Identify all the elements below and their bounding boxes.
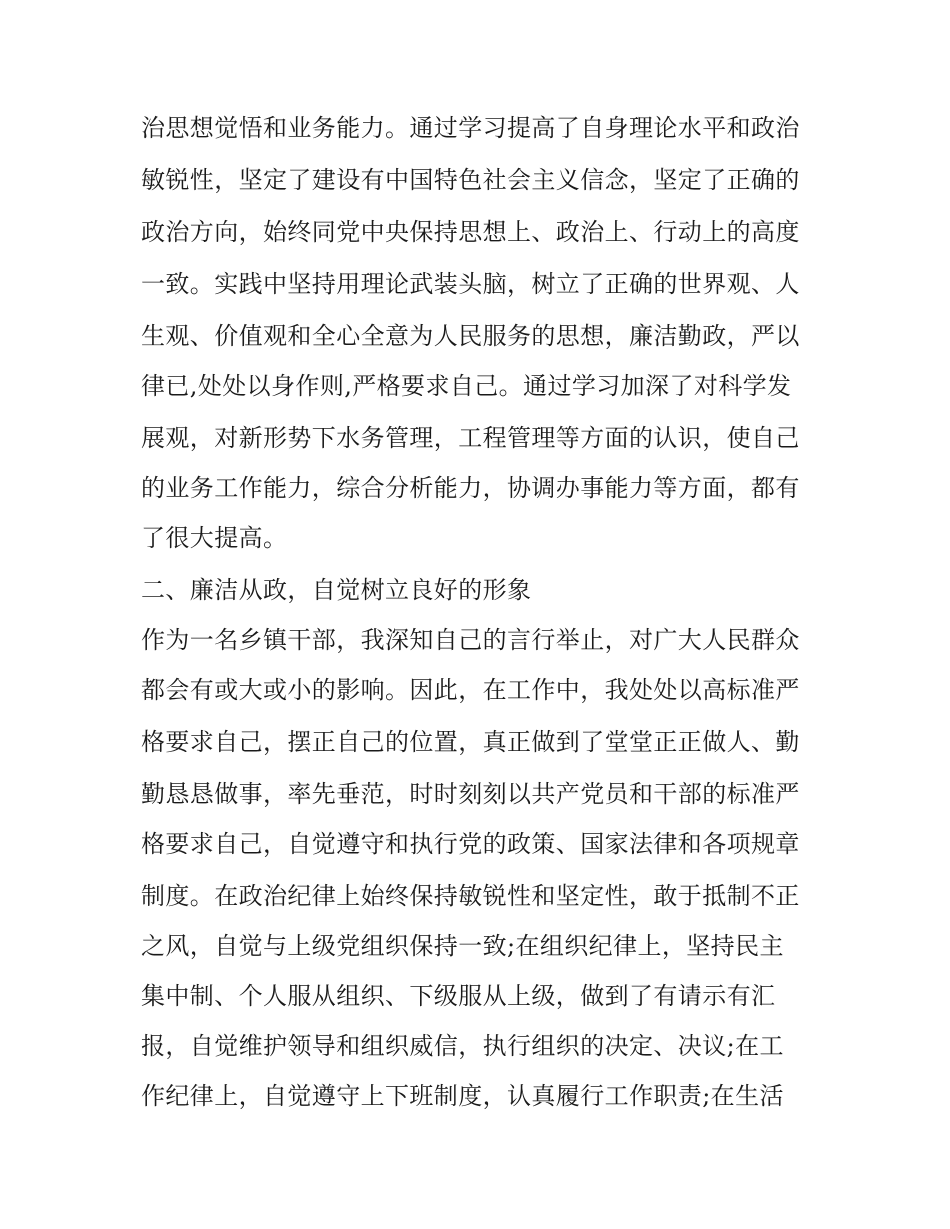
text-line: 都会有或大或小的影响。因此，在工作中，我处处以高标准严 bbox=[141, 676, 800, 704]
text-line: 之风，自觉与上级党组织保持一致;在组织纪律上，坚持民主 bbox=[141, 932, 784, 960]
text-line: 展观，对新形势下水务管理，工程管理等方面的认识，使自己 bbox=[141, 424, 800, 452]
text-line: 集中制、个人服从组织、下级服从上级，做到了有请示有汇 bbox=[141, 982, 776, 1010]
text-line: 作纪律上，自觉遵守上下班制度，认真履行工作职责;在生活 bbox=[141, 1082, 784, 1110]
text-line: 格要求自己，自觉遵守和执行党的政策、国家法律和各项规章 bbox=[141, 830, 800, 858]
section-heading: 二、廉洁从政，自觉树立良好的形象 bbox=[141, 576, 532, 604]
text-line: 一致。实践中坚持用理论武装头脑，树立了正确的世界观、人 bbox=[141, 270, 800, 298]
text-line: 的业务工作能力，综合分析能力，协调办事能力等方面，都有 bbox=[141, 474, 800, 502]
text-line: 律已,处处以身作则,严格要求自己。通过学习加深了对科学发 bbox=[141, 372, 792, 400]
text-line: 生观、价值观和全心全意为人民服务的思想，廉洁勤政，严以 bbox=[141, 322, 800, 350]
text-line: 敏锐性，坚定了建设有中国特色社会主义信念，坚定了正确的 bbox=[141, 166, 800, 194]
text-line: 勤恳恳做事，率先垂范，时时刻刻以共产党员和干部的标准严 bbox=[141, 780, 800, 808]
text-line: 格要求自己，摆正自己的位置，真正做到了堂堂正正做人、勤 bbox=[141, 728, 800, 756]
text-line: 报，自觉维护领导和组织威信，执行组织的决定、决议;在工 bbox=[141, 1032, 784, 1060]
text-line: 治思想觉悟和业务能力。通过学习提高了自身理论水平和政治 bbox=[141, 114, 800, 142]
text-line: 了很大提高。 bbox=[141, 524, 288, 552]
text-line: 政治方向，始终同党中央保持思想上、政治上、行动上的高度 bbox=[141, 218, 800, 246]
text-line: 作为一名乡镇干部，我深知自己的言行举止，对广大人民群众 bbox=[141, 626, 800, 654]
text-line: 制度。在政治纪律上始终保持敏锐性和坚定性，敢于抵制不正 bbox=[141, 882, 800, 910]
